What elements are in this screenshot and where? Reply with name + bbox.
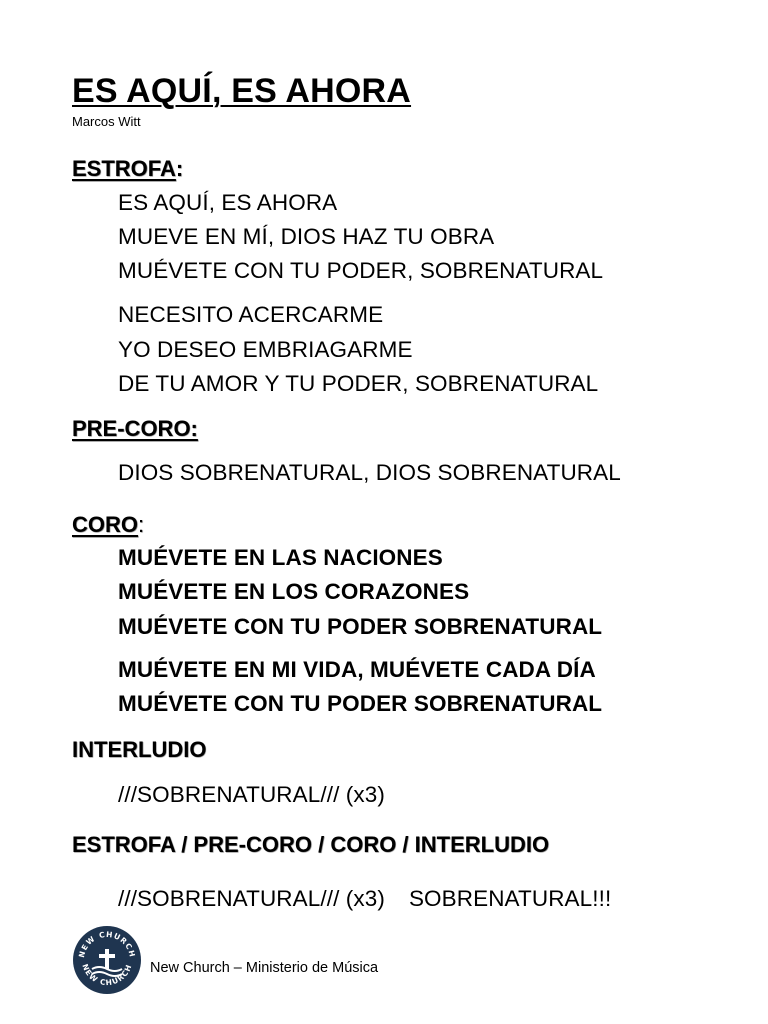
coro-line-4: MUÉVETE EN MI VIDA, MUÉVETE CADA DÍA [118,657,596,682]
interludio-line-1: ///SOBRENATURAL/// (x3) [118,782,385,807]
estrofa-line-1: ES AQUÍ, ES AHORA [118,190,338,215]
song-author: Marcos Witt [72,114,141,129]
final-line-part-b: SOBRENATURAL!!! [408,886,612,911]
section-heading-coro [72,512,144,538]
footer-ministry: New Church – Ministerio de Música [150,960,379,976]
coro-heading-text: CORO [72,512,138,537]
section-heading-estrofa [72,156,183,182]
section-heading-precoro [72,416,198,442]
section-heading-interludio: INTERLUDIO [72,737,207,762]
precoro-line-1: DIOS SOBRENATURAL, DIOS SOBRENATURAL [118,460,621,485]
estrofa-line-4: NECESITO ACERCARME [118,302,384,327]
estrofa-line-6: DE TU AMOR Y TU PODER, SOBRENATURAL [118,371,599,396]
logo-bottom-text: NEW CHURCH [80,962,134,988]
coro-line-2: MUÉVETE EN LOS CORAZONES [118,579,470,604]
estrofa-heading-text: ESTROFA [72,156,176,181]
coro-heading-colon: : [138,512,145,537]
final-line [118,886,611,912]
estrofa-heading-colon: : [175,156,184,181]
estrofa-line-2: MUEVE EN MÍ, DIOS HAZ TU OBRA [118,224,495,249]
estrofa-line-3: MUÉVETE CON TU PODER, SOBRENATURAL [118,258,604,283]
coro-line-1: MUÉVETE EN LAS NACIONES [118,545,443,570]
song-title: ES AQUÍ, ES AHORA [72,72,412,110]
estrofa-line-5: YO DESEO EMBRIAGARME [118,337,413,362]
precoro-heading-text: PRE-CORO: [72,416,198,441]
final-line-part-a: ///SOBRENATURAL/// (x3) [118,886,385,911]
logo-top-text: NEW CHURCH [77,929,137,959]
coro-line-3: MUÉVETE CON TU PODER SOBRENATURAL [118,614,603,639]
church-logo [72,925,142,995]
section-heading-repeat: ESTROFA / PRE-CORO / CORO / INTERLUDIO [72,832,550,857]
coro-line-5: MUÉVETE CON TU PODER SOBRENATURAL [118,691,603,716]
